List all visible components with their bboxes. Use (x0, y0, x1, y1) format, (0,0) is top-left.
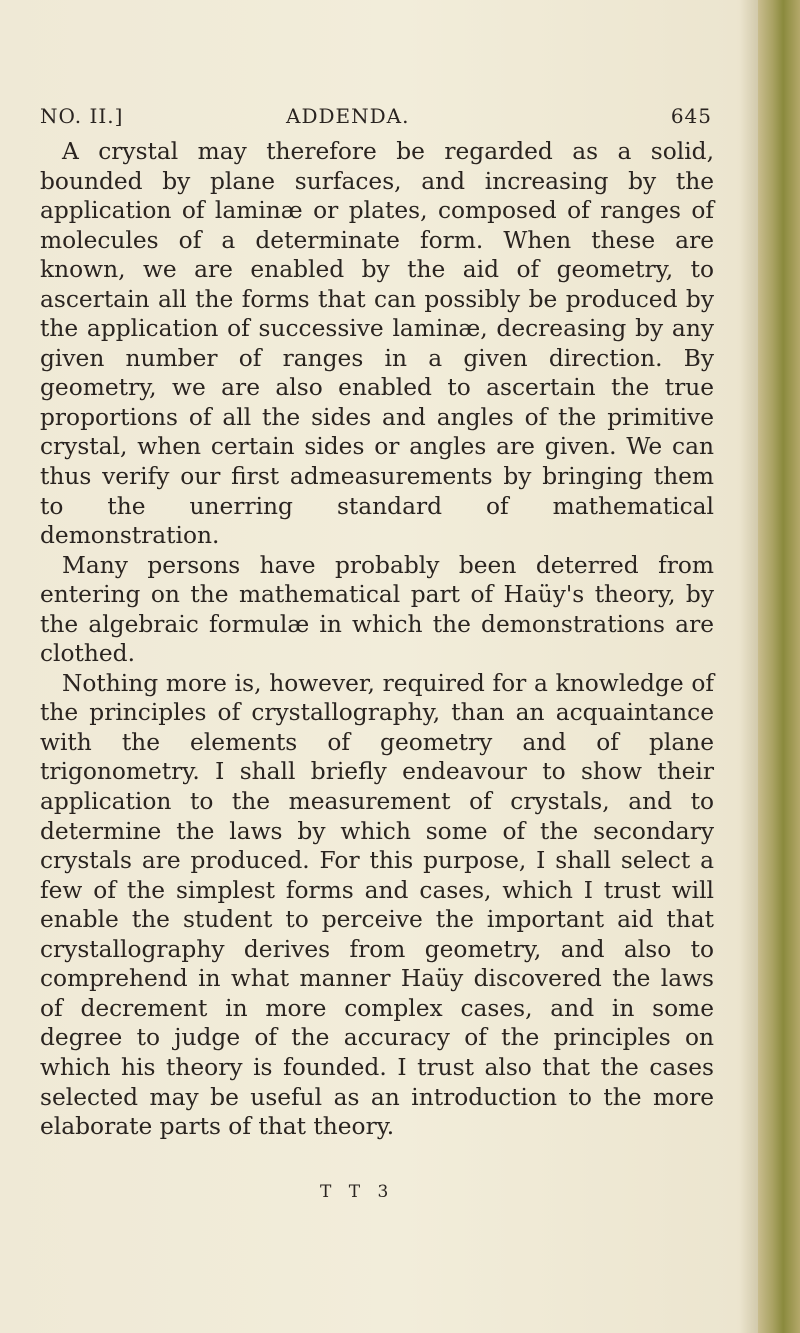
paragraph-geometry-requirements: Nothing more is, however, required for a knowledge of the principles of crystallography, than an acquaintance with the elements of geometry and of plane trigonometry. I shall briefly endeavour to show their application to the measurement of crystals, and to determine the laws by which some of the secondary crystals are produced. For this purpose, I shall select a few of the simplest forms and cases, which I trust will enable the student to perceive the important aid that crystallography derives from geometry, and also to comprehend in what manner Haüy discovered the laws of decrement in more complex cases, and in some degree to judge of the accuracy of the principles on which his theory is founded. I trust also that the cases selected may be useful as an introduction to the more elaborate parts of that theory. (40, 669, 714, 1141)
paragraph-crystal-definition: A crystal may therefore be regarded as a solid, bounded by plane surfaces, and increasing by the application of laminæ or plates, composed of ranges of molecules of a determinate form. When these are known, we are enabled by the aid of geometry, to ascertain all the forms that can possibly be produced by the application of successive laminæ, decreasing by any given number of ranges in a given direction. By geometry, we are also enabled to ascertain the true proportions of all the sides and angles of the primitive crystal, when certain sides or angles are given. We can thus verify our first admeasurements by bringing them to the unerring standard of mathematical demonstration. (40, 138, 714, 550)
paragraph-hauy-theory: Many persons have probably been deterred from entering on the mathematical part of Haüy's theory, by the algebraic formulæ in which the demonstrations are clothed. (40, 551, 714, 668)
page-number: 645 (670, 104, 712, 128)
running-header (40, 104, 712, 138)
header-title: ADDENDA. (286, 104, 410, 128)
header-section-number: NO. II.] (40, 104, 124, 128)
body-text (40, 137, 714, 1142)
page-gutter-shadow (740, 0, 758, 1333)
book-binding-edge (758, 0, 800, 1333)
printer-signature-mark: T T 3 (320, 1182, 395, 1202)
